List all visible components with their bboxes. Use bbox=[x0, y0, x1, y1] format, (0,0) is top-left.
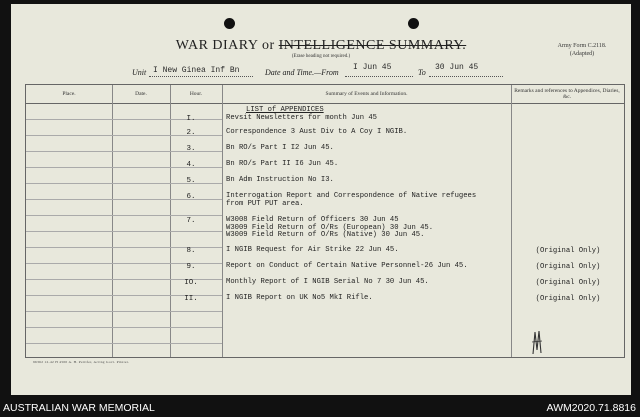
title-subtitle: (Erase heading not required.) bbox=[291, 54, 351, 59]
punch-hole bbox=[224, 18, 235, 29]
entry-number: 9. bbox=[186, 263, 196, 271]
entry-number: I. bbox=[186, 115, 196, 123]
from-value: I Jun 45 bbox=[353, 63, 392, 72]
entry-text: Interrogation Report and Correspondence of Native refugees from PUT PUT area. bbox=[226, 192, 477, 208]
diary-table bbox=[25, 84, 625, 358]
page-title bbox=[11, 38, 631, 54]
entry-number: 5. bbox=[186, 177, 196, 185]
entry-number: 3. bbox=[186, 145, 196, 153]
diary-sheet bbox=[11, 4, 631, 395]
entry-number: IO. bbox=[184, 279, 198, 287]
title-struck-summary: INTELLIGENCE SUMMARY. bbox=[278, 38, 467, 53]
entry-text: Bn RO/s Part II I6 Jun 45. bbox=[226, 160, 339, 168]
entry-text: Correspondence 3 Aust Div to A Coy I NGIB. bbox=[226, 128, 408, 136]
row-rule bbox=[26, 231, 222, 232]
col-header-remarks: Remarks and references to Appendices, Diaries, &c. bbox=[514, 87, 620, 100]
entry-number: 7. bbox=[186, 217, 196, 225]
signature-mark bbox=[530, 328, 544, 356]
entry-text: Bn RO/s Part I I2 Jun 45. bbox=[226, 144, 334, 152]
title-war-diary: WAR DIARY bbox=[175, 38, 258, 53]
unit-label: Unit bbox=[132, 68, 147, 77]
entry-text: Report on Conduct of Certain Native Personnel-26 Jun 45. bbox=[226, 262, 468, 270]
punch-hole bbox=[408, 18, 419, 29]
entry-remark: (Original Only) bbox=[535, 295, 601, 303]
col-header-summary: Summary of Events and Information. bbox=[222, 85, 512, 103]
army-form-sub: (Adapted) bbox=[569, 51, 595, 57]
entry-number: 4. bbox=[186, 161, 196, 169]
col-header-hour: Hour. bbox=[170, 85, 223, 103]
entry-number: II. bbox=[184, 295, 198, 303]
to-value: 30 Jun 45 bbox=[435, 63, 479, 72]
caption-accession-number: AWM2020.71.8816 bbox=[546, 402, 636, 414]
entry-number: 2. bbox=[186, 129, 196, 137]
row-rule bbox=[26, 343, 222, 344]
unit-line bbox=[11, 63, 631, 80]
row-rule bbox=[26, 215, 222, 216]
header-rule bbox=[26, 103, 624, 104]
entry-remark: (Original Only) bbox=[535, 279, 601, 287]
entry-remark: (Original Only) bbox=[535, 263, 601, 271]
army-form-number: Army Form C.2118. bbox=[557, 43, 607, 49]
to-label: To bbox=[418, 68, 426, 77]
entry-text: W3008 Field Return of Officers 30 Jun 45 W3009 Field Return of O/Rs (European) 30 Jun 45. W3009 Field Return of O/Rs (Native) 30 Jun 45. bbox=[226, 216, 434, 240]
entry-remark: (Original Only) bbox=[535, 247, 601, 255]
entry-text: I NGIB Request for Air Strike 22 Jun 45. bbox=[226, 246, 399, 254]
date-label: Date and Time.—From bbox=[265, 68, 339, 77]
col-divider bbox=[112, 85, 113, 357]
unit-value: I New Ginea Inf Bn bbox=[153, 66, 240, 75]
entry-number: 6. bbox=[186, 193, 196, 201]
title-or: or bbox=[261, 38, 275, 53]
army-form-label bbox=[547, 42, 617, 58]
col-header-date: Date. bbox=[112, 85, 171, 103]
entry-text: Revsit Newsletters for month Jun 45 bbox=[226, 114, 377, 122]
row-rule bbox=[26, 311, 222, 312]
caption-institution: AUSTRALIAN WAR MEMORIAL bbox=[3, 402, 155, 414]
entry-number: 8. bbox=[186, 247, 196, 255]
col-divider bbox=[222, 85, 223, 357]
appendices-heading: LIST of APPENDICES bbox=[246, 106, 324, 114]
printer-imprint: 96362 12-42 H 4500 A. H. Pettifer, Acting Govt. Printer. bbox=[33, 360, 130, 364]
entry-text: Monthly Report of I NGIB Serial No 7 30 Jun 45. bbox=[226, 278, 429, 286]
row-rule bbox=[26, 327, 222, 328]
entry-text: I NGIB Report on UK No5 MkI Rifle. bbox=[226, 294, 373, 302]
col-header-place: Place. bbox=[26, 85, 113, 103]
entry-text: Bn Adm Instruction No I3. bbox=[226, 176, 334, 184]
